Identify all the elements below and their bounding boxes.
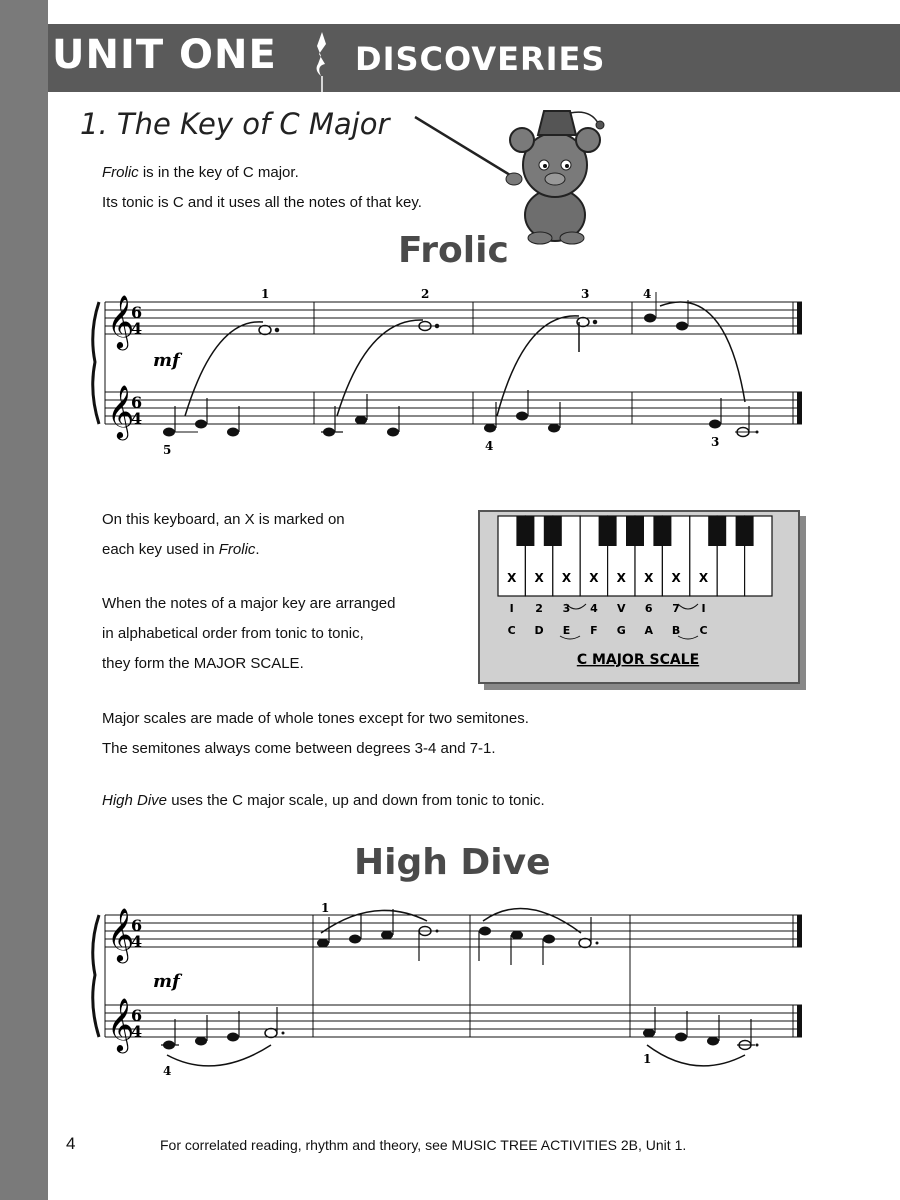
dynamic-marking: mf	[153, 971, 180, 992]
note-name: A	[644, 624, 653, 637]
key-x-mark: X	[589, 571, 599, 585]
treble-clef-icon: 𝄞	[107, 294, 135, 348]
fingering-number: 1	[321, 901, 330, 915]
frolic-grand-staff	[85, 282, 810, 462]
high-dive-intro	[102, 786, 545, 816]
dynamic-marking: mf	[153, 350, 180, 371]
key-x-mark: X	[644, 571, 654, 585]
key-x-mark: X	[698, 571, 709, 585]
high-dive-intro-name: High Dive	[102, 792, 168, 809]
semitone-text-line: The semitones always come between degrees 3-4 and 7-1.	[102, 740, 496, 757]
note-name: E	[562, 624, 571, 637]
c-major-keyboard-box	[478, 510, 800, 684]
black-key	[736, 516, 754, 546]
semitone-paragraph	[102, 704, 529, 764]
key-x-mark: X	[534, 571, 544, 585]
note-name: F	[590, 624, 598, 637]
page-number: 4	[66, 1134, 76, 1153]
high-dive-intro-text: uses the C major scale, up and down from tonic to tonic.	[167, 792, 545, 809]
black-key	[626, 516, 644, 546]
black-key	[516, 516, 534, 546]
high-dive-brace	[93, 915, 99, 1037]
black-key	[544, 516, 562, 546]
intro-line2: Its tonic is C and it uses all the notes of that key.	[102, 194, 422, 211]
keyboard-paragraph	[102, 505, 345, 565]
unit-title: UNIT ONE	[52, 32, 277, 78]
scale-degree: I	[509, 602, 514, 615]
intro-paragraph	[102, 158, 422, 218]
key-x-mark: X	[507, 571, 517, 585]
frolic-brace	[93, 302, 99, 424]
scale-degree: 7	[672, 602, 680, 615]
fingering-number: 3	[711, 435, 720, 449]
frolic-final-barline	[797, 302, 802, 424]
keyboard-text-line: each key used in	[102, 541, 219, 558]
fingering-number: 4	[643, 287, 652, 301]
semitone-text-line: Major scales are made of whole tones except for two semitones.	[102, 710, 529, 727]
footer-note: For correlated reading, rhythm and theory, see MUSIC TREE ACTIVITIES 2B, Unit 1.	[160, 1137, 687, 1153]
scale-degree: 3	[562, 602, 571, 615]
scale-degree: 6	[644, 602, 653, 615]
key-x-mark: X	[671, 571, 681, 585]
fingering-number: 4	[163, 1064, 172, 1078]
fingering-number: 4	[485, 439, 494, 453]
time-signature-top: 6	[131, 916, 143, 935]
note-name: D	[534, 624, 544, 637]
keyboard-text-line: On this keyboard, an X is marked on	[102, 511, 345, 528]
note-name: C	[699, 624, 708, 637]
scale-text-line: they form the MAJOR SCALE.	[102, 655, 304, 672]
piece-title-high-dive: High Dive	[354, 842, 551, 883]
black-key	[599, 516, 617, 546]
fingering-number: 5	[163, 443, 172, 457]
high-dive-final-barline	[797, 915, 802, 1037]
time-signature-bottom: 4	[131, 1022, 143, 1041]
unit-subtitle: DISCOVERIES	[355, 40, 606, 78]
fingering-number: 3	[581, 287, 590, 301]
key-x-mark: X	[561, 571, 572, 585]
key-x-mark: X	[616, 571, 626, 585]
scale-caption: C MAJOR SCALE	[576, 652, 700, 668]
treble-clef-icon: 𝄞	[107, 384, 135, 438]
major-scale-paragraph	[102, 589, 396, 679]
intro-piece-name: Frolic	[102, 164, 139, 181]
black-key	[708, 516, 726, 546]
high-dive-grand-staff	[85, 895, 810, 1080]
time-signature-bottom: 4	[131, 409, 143, 428]
fingering-number: 2	[421, 287, 430, 301]
fingering-number: 1	[643, 1052, 652, 1066]
scale-degree: I	[701, 602, 706, 615]
keyboard-diagram	[480, 512, 798, 682]
scale-text-line: When the notes of a major key are arranged	[102, 595, 396, 612]
scale-text-line: in alphabetical order from tonic to tonic,	[102, 625, 364, 642]
keyboard-text-period: .	[255, 541, 260, 558]
time-signature-top: 6	[131, 1006, 143, 1025]
fingering-number: 1	[261, 287, 270, 301]
note-name: G	[616, 624, 626, 637]
page-gutter	[0, 0, 48, 1200]
scale-degree: V	[617, 602, 626, 615]
time-signature-top: 6	[131, 393, 143, 412]
note-name: B	[671, 624, 681, 637]
keyboard-text-piece-name: Frolic	[218, 541, 256, 558]
treble-clef-icon: 𝄞	[107, 907, 135, 961]
mascot-bear-illustration	[410, 95, 620, 245]
time-signature-top: 6	[131, 303, 143, 322]
scale-degree: 4	[590, 602, 598, 615]
black-key	[653, 516, 671, 546]
quarter-rest-icon	[312, 30, 332, 98]
section-title: 1. The Key of C Major	[80, 107, 390, 141]
intro-line1: is in the key of C major.	[138, 164, 299, 181]
treble-clef-icon: 𝄞	[107, 997, 135, 1051]
piece-title-frolic: Frolic	[398, 230, 509, 271]
note-name: C	[507, 624, 516, 637]
scale-degree: 2	[535, 602, 543, 615]
time-signature-bottom: 4	[131, 319, 143, 338]
time-signature-bottom: 4	[131, 932, 143, 951]
